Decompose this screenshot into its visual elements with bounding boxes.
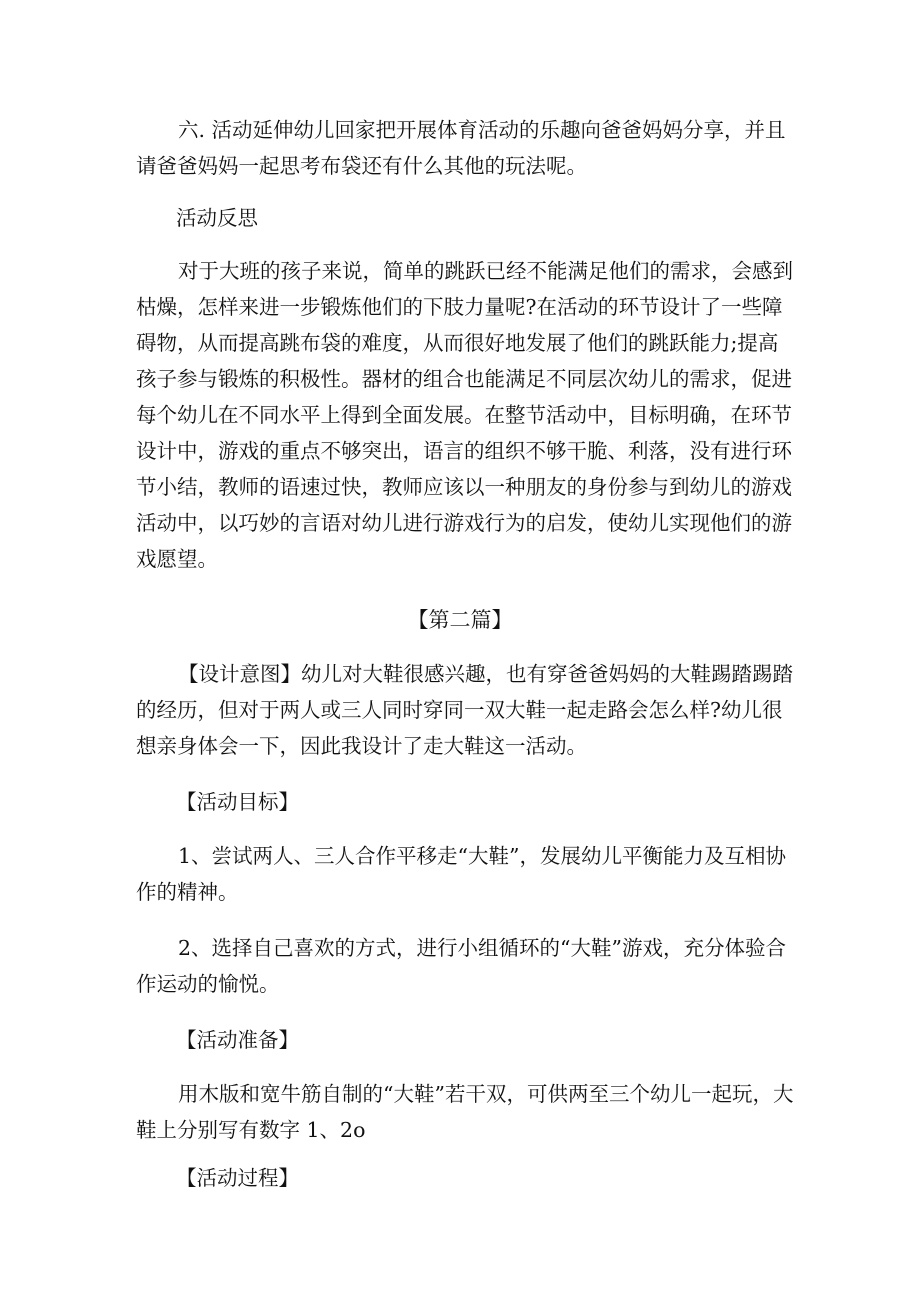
reflection-heading: 活动反思 [176,206,258,230]
design-intent-paragraph: 【设计意图】幼儿对大鞋很感兴趣，也有穿爸爸妈妈的大鞋踢踏踢踏的经历，但对于两人或三人同时穿同一双大鞋一起走路会怎么样?幼儿很想亲身体会一下，因此我设计了走大鞋这一活动。 [136,662,793,758]
goals-heading: 【活动目标】 [176,790,299,814]
preparation-heading: 【活动准备】 [176,1028,299,1052]
activity-extension-paragraph: 六. 活动延伸幼儿回家把开展体育活动的乐趣向爸爸妈妈分享，并且请爸爸妈妈一起思考布袋还有什么其他的玩法呢。 [136,118,786,178]
goal-1-paragraph: 1、尝试两人、三人合作平移走“大鞋”，发展幼儿平衡能力及互相协作的精神。 [136,844,787,904]
section-title: 【第二篇】 [407,608,513,632]
preparation-paragraph: 用木版和宽牛筋自制的“大鞋”若干双，可供两至三个幼儿一起玩，大鞋上分别写有数字 1、2o [136,1082,794,1142]
process-heading: 【活动过程】 [176,1166,299,1190]
goal-2-paragraph: 2、选择自己喜欢的方式，进行小组循环的“大鞋”游戏，充分体验合作运动的愉悦。 [136,936,787,996]
reflection-paragraph: 对于大班的孩子来说，简单的跳跃已经不能满足他们的需求，会感到枯燥，怎样来进一步锻炼他们的下肢力量呢?在活动的环节设计了一些障碍物，从而提高跳布袋的难度，从而很好地发展了他们的跳跃能力;提高孩子参与锻炼的积极性。器材的组合也能满足不同层次幼儿的需求，促进每个幼儿在不同水平上得到全面发展。在整节活动中，目标明确，在环节设计中，游戏的重点不够突出，语言的组织不够干脆、利落，没有进行环节小结，教师的语速过快，教师应该以一种朋友的身份参与到幼儿的游戏活动中，以巧妙的言语对幼儿进行游戏行为的启发，使幼儿实现他们的游戏愿望。 [136,259,793,571]
